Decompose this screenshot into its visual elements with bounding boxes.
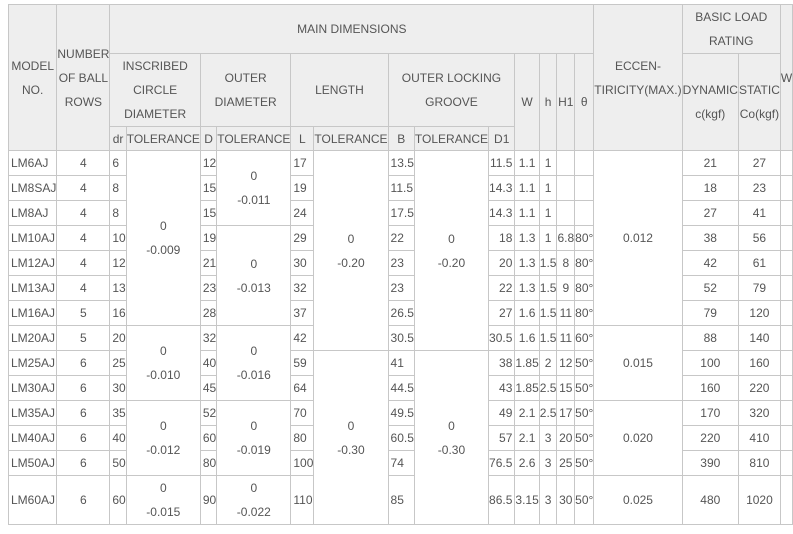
- cell-ball-rows: 4: [57, 151, 110, 176]
- tolerance-lower: -0.015: [146, 505, 181, 519]
- cell-ball-rows: 6: [57, 376, 110, 401]
- header-b-tolerance: TOLERANCE: [414, 127, 488, 151]
- tolerance-upper: 0: [159, 481, 167, 495]
- cell-h1: 11: [557, 301, 575, 326]
- cell-b: 49.5: [388, 401, 414, 426]
- header-outer-locking-groove: OUTER LOCKING GROOVE: [388, 54, 515, 127]
- cell-model: LM8AJ: [9, 201, 57, 226]
- cell-d-tolerance: [217, 401, 291, 476]
- cell-l-tolerance: [314, 351, 388, 525]
- tolerance-lower: -0.012: [146, 443, 181, 457]
- header-d1: D1: [489, 127, 515, 151]
- cell-h1: 8: [557, 251, 575, 276]
- cell-dr: 8: [110, 176, 126, 201]
- cell-d1: 18: [489, 226, 515, 251]
- cell-h: 2.5: [539, 376, 557, 401]
- cell-model: LM6AJ: [9, 151, 57, 176]
- table-row: [9, 476, 793, 525]
- cell-dr-tolerance: [126, 476, 200, 525]
- cell-b: 22: [388, 226, 414, 251]
- tolerance-upper: 0: [347, 418, 355, 433]
- cell-model: LM40AJ: [9, 426, 57, 451]
- cell-d1: 27: [489, 301, 515, 326]
- cell-extra-clipped: [780, 301, 792, 326]
- cell-h: 3: [539, 426, 557, 451]
- cell-h: 3: [539, 476, 557, 525]
- cell-dynamic-load: 100: [682, 351, 738, 376]
- cell-l: 42: [291, 326, 314, 351]
- cell-dr: 35: [110, 401, 126, 426]
- cell-eccentricity: 0.012: [594, 151, 682, 326]
- header-model: MODEL NO.: [9, 5, 57, 151]
- cell-extra-clipped: [780, 226, 792, 251]
- cell-static-load: 120: [738, 301, 780, 326]
- cell-model: LM8SAJ: [9, 176, 57, 201]
- cell-w: 1.3: [515, 276, 539, 301]
- bearing-spec-table: [8, 4, 793, 525]
- tolerance-lower: -0.019: [236, 443, 271, 457]
- cell-dr-tolerance: [126, 401, 200, 476]
- cell-extra-clipped: [780, 201, 792, 226]
- cell-d1: 86.5: [489, 476, 515, 525]
- cell-extra-clipped: [780, 401, 792, 426]
- header-dr-tolerance: TOLERANCE: [126, 127, 200, 151]
- header-l-tolerance: TOLERANCE: [314, 127, 388, 151]
- cell-d1: 43: [489, 376, 515, 401]
- tolerance-lower: -0.016: [236, 368, 271, 382]
- tolerance-lower: -0.20: [437, 255, 466, 270]
- cell-ball-rows: 6: [57, 426, 110, 451]
- cell-theta: 50°: [575, 401, 594, 426]
- cell-model: LM50AJ: [9, 451, 57, 476]
- cell-d: 12: [200, 151, 216, 176]
- cell-ball-rows: 5: [57, 326, 110, 351]
- cell-d1: 20: [489, 251, 515, 276]
- cell-static-load: 23: [738, 176, 780, 201]
- cell-b: 85: [388, 476, 414, 525]
- cell-h1: 9: [557, 276, 575, 301]
- cell-model: LM12AJ: [9, 251, 57, 276]
- cell-d: 45: [200, 376, 216, 401]
- cell-static-load: 41: [738, 201, 780, 226]
- cell-static-load: 79: [738, 276, 780, 301]
- cell-d1: 38: [489, 351, 515, 376]
- header-outer-diameter: OUTER DIAMETER: [200, 54, 291, 127]
- cell-d: 23: [200, 276, 216, 301]
- cell-dynamic-load: 390: [682, 451, 738, 476]
- cell-d: 80: [200, 451, 216, 476]
- cell-h1: 11: [557, 326, 575, 351]
- cell-h: 2.5: [539, 401, 557, 426]
- cell-w: 1.3: [515, 226, 539, 251]
- cell-b: 23: [388, 251, 414, 276]
- cell-dr: 60: [110, 476, 126, 525]
- cell-w: 1.85: [515, 351, 539, 376]
- cell-extra-clipped: [780, 326, 792, 351]
- cell-d1: 76.5: [489, 451, 515, 476]
- cell-dynamic-load: 52: [682, 276, 738, 301]
- header-length: LENGTH: [291, 54, 388, 127]
- header-basic-load-rating: BASIC LOAD RATING: [682, 5, 780, 54]
- cell-w: 1.6: [515, 301, 539, 326]
- cell-h: 2: [539, 351, 557, 376]
- cell-dynamic-load: 42: [682, 251, 738, 276]
- cell-d-tolerance: [217, 226, 291, 326]
- cell-ball-rows: 4: [57, 276, 110, 301]
- cell-l: 70: [291, 401, 314, 426]
- cell-h: 1.5: [539, 326, 557, 351]
- cell-w: 1.1: [515, 176, 539, 201]
- cell-d: 21: [200, 251, 216, 276]
- cell-d: 52: [200, 401, 216, 426]
- tolerance-upper: 0: [448, 418, 455, 433]
- cell-theta: 50°: [575, 351, 594, 376]
- tolerance-upper: 0: [347, 231, 355, 246]
- cell-d-tolerance: [217, 151, 291, 226]
- cell-dynamic-load: 480: [682, 476, 738, 525]
- cell-d: 60: [200, 426, 216, 451]
- header-h1: H1: [557, 54, 575, 151]
- cell-ball-rows: 5: [57, 301, 110, 326]
- cell-w: 2.6: [515, 451, 539, 476]
- cell-static-load: 810: [738, 451, 780, 476]
- cell-dr: 25: [110, 351, 126, 376]
- cell-ball-rows: 6: [57, 401, 110, 426]
- cell-h1: [557, 151, 575, 176]
- cell-h1: 30: [557, 476, 575, 525]
- cell-dr: 50: [110, 451, 126, 476]
- cell-model: LM16AJ: [9, 301, 57, 326]
- header-extra-clipped: W: [780, 5, 792, 151]
- cell-l: 19: [291, 176, 314, 201]
- cell-model: LM30AJ: [9, 376, 57, 401]
- cell-b: 11.5: [388, 176, 414, 201]
- cell-extra-clipped: [780, 151, 792, 176]
- cell-h1: 15: [557, 376, 575, 401]
- cell-w: 1.85: [515, 376, 539, 401]
- cell-d: 15: [200, 201, 216, 226]
- cell-dr: 20: [110, 326, 126, 351]
- cell-theta: 50°: [575, 451, 594, 476]
- cell-dynamic-load: 27: [682, 201, 738, 226]
- tolerance-upper: 0: [250, 169, 258, 183]
- header-dr: dr: [110, 127, 126, 151]
- cell-ball-rows: 4: [57, 226, 110, 251]
- cell-h: 1.5: [539, 251, 557, 276]
- cell-h: 3: [539, 451, 557, 476]
- cell-static-load: 27: [738, 151, 780, 176]
- cell-dr-tolerance: [126, 326, 200, 401]
- cell-l: 29: [291, 226, 314, 251]
- cell-b: 30.5: [388, 326, 414, 351]
- header-b: B: [388, 127, 414, 151]
- cell-d1: 57: [489, 426, 515, 451]
- tolerance-lower: -0.010: [146, 368, 181, 382]
- cell-h1: 6.8: [557, 226, 575, 251]
- cell-extra-clipped: [780, 251, 792, 276]
- cell-extra-clipped: [780, 451, 792, 476]
- cell-d1: 49: [489, 401, 515, 426]
- cell-dr: 16: [110, 301, 126, 326]
- header-ball-rows: NUMBER OF BALL ROWS: [57, 5, 110, 151]
- cell-b-tolerance: [414, 151, 488, 351]
- cell-dynamic-load: 38: [682, 226, 738, 251]
- cell-h: 1: [539, 151, 557, 176]
- cell-static-load: 140: [738, 326, 780, 351]
- cell-dr: 8: [110, 201, 126, 226]
- cell-dynamic-load: 18: [682, 176, 738, 201]
- cell-l: 110: [291, 476, 314, 525]
- cell-model: LM20AJ: [9, 326, 57, 351]
- cell-d1: 22: [489, 276, 515, 301]
- tolerance-upper: 0: [250, 256, 258, 271]
- cell-model: LM60AJ: [9, 476, 57, 525]
- table-row: [9, 401, 793, 426]
- cell-theta: 50°: [575, 376, 594, 401]
- cell-w: 3.15: [515, 476, 539, 525]
- cell-l: 100: [291, 451, 314, 476]
- cell-d1: 14.3: [489, 201, 515, 226]
- cell-h1: 25: [557, 451, 575, 476]
- cell-h: 1: [539, 176, 557, 201]
- header-h: h: [539, 54, 557, 151]
- cell-extra-clipped: [780, 276, 792, 301]
- tolerance-upper: 0: [250, 344, 258, 358]
- cell-dynamic-load: 220: [682, 426, 738, 451]
- cell-theta: 80°: [575, 301, 594, 326]
- cell-w: 1.1: [515, 151, 539, 176]
- cell-static-load: 56: [738, 226, 780, 251]
- cell-eccentricity: 0.025: [594, 476, 682, 525]
- cell-ball-rows: 6: [57, 451, 110, 476]
- cell-h: 1.5: [539, 301, 557, 326]
- cell-d1: 14.3: [489, 176, 515, 201]
- cell-l: 64: [291, 376, 314, 401]
- table-row: [9, 326, 793, 351]
- cell-theta: 50°: [575, 476, 594, 525]
- cell-b: 74: [388, 451, 414, 476]
- cell-model: LM10AJ: [9, 226, 57, 251]
- cell-model: LM13AJ: [9, 276, 57, 301]
- cell-theta: [575, 201, 594, 226]
- cell-static-load: 410: [738, 426, 780, 451]
- header-l: L: [291, 127, 314, 151]
- cell-d: 15: [200, 176, 216, 201]
- cell-dr: 40: [110, 426, 126, 451]
- cell-extra-clipped: [780, 476, 792, 525]
- header-theta: θ: [575, 54, 594, 151]
- cell-d: 32: [200, 326, 216, 351]
- header-d: D: [200, 127, 216, 151]
- cell-d-tolerance: [217, 326, 291, 401]
- cell-h1: 20: [557, 426, 575, 451]
- cell-dr: 12: [110, 251, 126, 276]
- cell-static-load: 160: [738, 351, 780, 376]
- cell-b-tolerance: [414, 351, 488, 525]
- cell-d1: 11.5: [489, 151, 515, 176]
- cell-h1: 17: [557, 401, 575, 426]
- cell-w: 1.6: [515, 326, 539, 351]
- cell-b: 13.5: [388, 151, 414, 176]
- cell-w: 1.1: [515, 201, 539, 226]
- cell-h: 1.5: [539, 276, 557, 301]
- cell-b: 60.5: [388, 426, 414, 451]
- tolerance-lower: -0.20: [337, 255, 365, 270]
- table-row: [9, 151, 793, 176]
- cell-theta: 80°: [575, 251, 594, 276]
- cell-static-load: 1020: [738, 476, 780, 525]
- cell-theta: 80°: [575, 276, 594, 301]
- cell-model: LM25AJ: [9, 351, 57, 376]
- cell-dynamic-load: 170: [682, 401, 738, 426]
- cell-ball-rows: 6: [57, 476, 110, 525]
- tolerance-upper: 0: [250, 481, 258, 495]
- cell-static-load: 61: [738, 251, 780, 276]
- cell-theta: 80°: [575, 226, 594, 251]
- header-dynamic: DYNAMIC c(kgf): [682, 54, 738, 151]
- cell-h: 1: [539, 226, 557, 251]
- header-inscribed-circle: INSCRIBED CIRCLE DIAMETER: [110, 54, 201, 127]
- cell-dr-tolerance: [126, 151, 200, 326]
- header-main-dimensions: MAIN DIMENSIONS: [110, 5, 594, 54]
- cell-l: 32: [291, 276, 314, 301]
- cell-l: 80: [291, 426, 314, 451]
- cell-theta: [575, 176, 594, 201]
- cell-dr: 10: [110, 226, 126, 251]
- cell-h: 1: [539, 201, 557, 226]
- cell-d: 90: [200, 476, 216, 525]
- cell-dynamic-load: 79: [682, 301, 738, 326]
- tolerance-lower: -0.009: [146, 243, 181, 257]
- cell-theta: [575, 151, 594, 176]
- cell-b: 44.5: [388, 376, 414, 401]
- tolerance-lower: -0.013: [236, 280, 271, 295]
- tolerance-upper: 0: [159, 419, 167, 433]
- tolerance-upper: 0: [448, 231, 455, 246]
- cell-l: 24: [291, 201, 314, 226]
- cell-b: 41: [388, 351, 414, 376]
- cell-dr: 13: [110, 276, 126, 301]
- cell-l: 59: [291, 351, 314, 376]
- cell-theta: 60°: [575, 326, 594, 351]
- cell-ball-rows: 4: [57, 176, 110, 201]
- tolerance-lower: -0.022: [236, 505, 271, 519]
- cell-dr: 30: [110, 376, 126, 401]
- cell-model: LM35AJ: [9, 401, 57, 426]
- cell-l: 30: [291, 251, 314, 276]
- cell-d: 40: [200, 351, 216, 376]
- cell-d: 19: [200, 226, 216, 251]
- tolerance-upper: 0: [159, 344, 167, 358]
- cell-ball-rows: 6: [57, 351, 110, 376]
- cell-static-load: 220: [738, 376, 780, 401]
- cell-w: 2.1: [515, 426, 539, 451]
- cell-h1: [557, 201, 575, 226]
- cell-l-tolerance: [314, 151, 388, 351]
- cell-b: 17.5: [388, 201, 414, 226]
- cell-dr: 6: [110, 151, 126, 176]
- cell-extra-clipped: [780, 376, 792, 401]
- header-eccentricity: ECCEN- TIRICITY(MAX.): [594, 5, 682, 151]
- tolerance-upper: 0: [159, 219, 167, 233]
- cell-extra-clipped: [780, 351, 792, 376]
- cell-d1: 30.5: [489, 326, 515, 351]
- header-static: STATIC Co(kgf): [738, 54, 780, 151]
- cell-d: 28: [200, 301, 216, 326]
- tolerance-lower: -0.30: [437, 442, 466, 457]
- cell-dynamic-load: 21: [682, 151, 738, 176]
- tolerance-lower: -0.011: [237, 193, 271, 207]
- cell-eccentricity: 0.020: [594, 401, 682, 476]
- cell-theta: 50°: [575, 426, 594, 451]
- cell-w: 2.1: [515, 401, 539, 426]
- cell-extra-clipped: [780, 426, 792, 451]
- tolerance-lower: -0.30: [337, 442, 365, 457]
- cell-static-load: 320: [738, 401, 780, 426]
- cell-h1: 12: [557, 351, 575, 376]
- cell-l: 37: [291, 301, 314, 326]
- cell-ball-rows: 4: [57, 251, 110, 276]
- header-w: W: [515, 54, 539, 151]
- cell-d-tolerance: [217, 476, 291, 525]
- header-d-tolerance: TOLERANCE: [217, 127, 291, 151]
- tolerance-upper: 0: [250, 419, 258, 433]
- cell-eccentricity: 0.015: [594, 326, 682, 401]
- cell-dynamic-load: 160: [682, 376, 738, 401]
- cell-extra-clipped: [780, 176, 792, 201]
- cell-b: 26.5: [388, 301, 414, 326]
- cell-l: 17: [291, 151, 314, 176]
- cell-w: 1.3: [515, 251, 539, 276]
- cell-h1: [557, 176, 575, 201]
- cell-ball-rows: 4: [57, 201, 110, 226]
- cell-b: 23: [388, 276, 414, 301]
- cell-dynamic-load: 88: [682, 326, 738, 351]
